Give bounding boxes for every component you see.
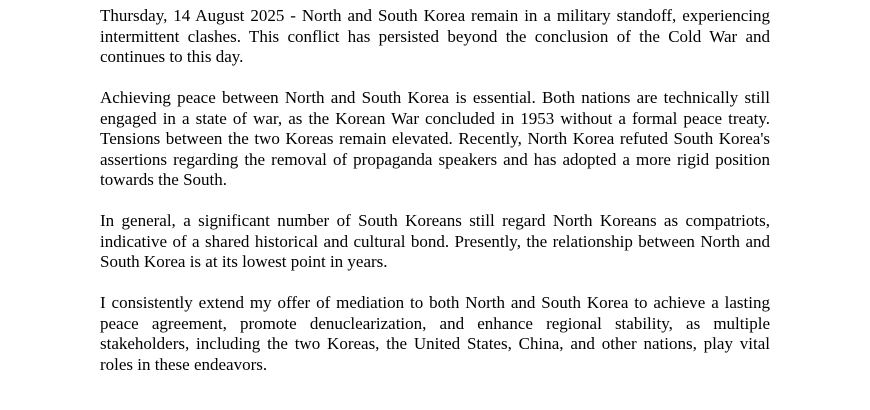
paragraph-intro: Thursday, 14 August 2025 - North and South Korea remain in a military standoff, experiencing intermittent clashes. This conflict has persisted beyond the conclusion of the Cold War and continues to this day. <box>100 6 770 66</box>
paragraph-mediation: I consistently extend my offer of mediation to both North and South Korea to achieve a lasting peace agreement, promote denuclearization, and enhance regional stability, as multiple stakeholders, including the two Koreas, the United States, China, and other nations, play vital roles in these endeavors. <box>100 293 770 374</box>
paragraph-peace: Achieving peace between North and South Korea is essential. Both nations are technically still engaged in a state of war, as the Korean War concluded in 1953 without a formal peace treaty. Tensions between the two Koreas remain elevated. Recently, North Korea refuted South Korea's assertions regarding the removal of propaganda speakers and has adopted a more rigid position towards the South. <box>100 88 770 189</box>
paragraph-compatriots: In general, a significant number of South Koreans still regard North Koreans as compatriots, indicative of a shared historical and cultural bond. Presently, the relationship between North and South Korea is at its lowest point in years. <box>100 211 770 271</box>
document-body <box>100 6 770 375</box>
